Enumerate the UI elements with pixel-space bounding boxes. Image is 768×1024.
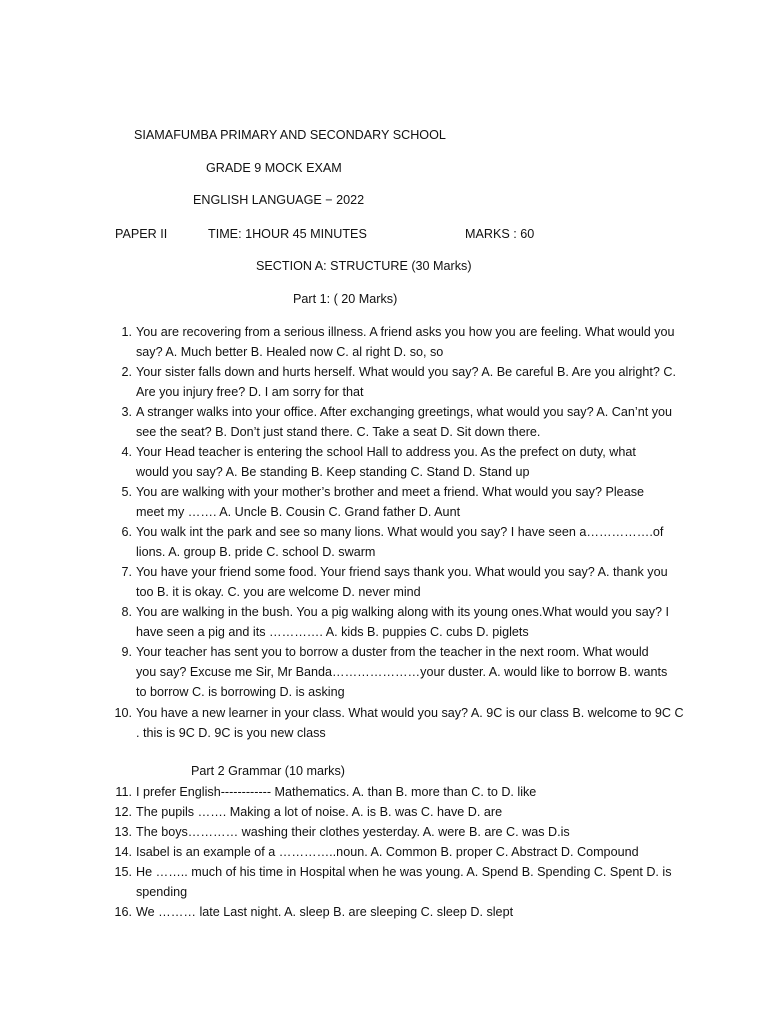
marks-label: MARKS : 60 [465,227,535,241]
question-text: Isabel is an example of a …………..noun. A. Common B. proper C. Abstract D. Compound [136,845,639,859]
question-text: Your teacher has sent you to borrow a duster from the teacher in the next room. What would you say? Excuse me Sir, Mr Banda…………………your duster. A. would like to borrow B. wants to borrow C. is borrowing D. is asking [136,645,668,699]
subject-title: ENGLISH LANGUAGE − 2022 [193,193,365,207]
question-text: You are walking with your mother’s brother and meet a friend. What would you say? Please meet my ……. A. Uncle B. Cousin C. Grand father D. Aunt [136,485,644,519]
question-text: The boys………… washing their clothes yesterday. A. were B. are C. was D.is [136,825,570,839]
question-number: 12. [114,805,132,819]
question-number: 14. [114,845,132,859]
question-number: 10. [114,706,132,720]
question-number: 3. [121,405,132,419]
question-number: 7. [121,565,132,579]
question-number: 2. [121,365,132,379]
question-number: 13. [114,825,132,839]
question-number: 6. [121,525,132,539]
question-text: I prefer English------------ Mathematics. A. than B. more than C. to D. like [136,785,537,799]
question-number: 9. [121,645,132,659]
question-number: 5. [121,485,132,499]
question-text: You walk int the park and see so many lions. What would you say? I have seen a…………….of lions. A. group B. pride C. school D. swarm [136,525,664,559]
question-text: You are walking in the bush. You a pig walking along with its young ones.What would you say? I have seen a pig and its …………. A. kids B. puppies C. cubs D. piglets [136,605,670,639]
question-number: 11. [115,785,132,799]
question-text: A stranger walks into your office. After exchanging greetings, what would you say? A. Can’nt you see the seat? B. Don’t just stand there. C. Take a seat D. Sit down there. [136,405,673,439]
question-text: Your Head teacher is entering the school Hall to address you. As the prefect on duty, what would you say? A. Be standing B. Keep standing C. Stand D. Stand up [136,445,636,479]
question-number: 1. [121,325,132,339]
question-number: 15. [114,865,132,879]
question-text: He …….. much of his time in Hospital when he was young. A. Spend B. Spending C. Spent D. is spending [136,865,672,899]
exam-title: GRADE 9 MOCK EXAM [206,161,342,175]
question-text: You are recovering from a serious illness. A friend asks you how you are feeling. What would you say? A. Much better B. Healed now C. al right D. so, so [136,325,675,359]
question-number: 16. [114,905,132,919]
question-text: The pupils ……. Making a lot of noise. A. is B. was C. have D. are [136,805,503,819]
question-number: 4. [121,445,132,459]
part2-heading: Part 2 Grammar (10 marks) [191,764,345,778]
question-number: 8. [121,605,132,619]
paper-label: PAPER II [115,227,168,241]
question-text: You have your friend some food. Your friend says thank you. What would you say? A. thank you too B. it is okay. C. you are welcome D. never mind [136,565,668,599]
question-text: Your sister falls down and hurts herself. What would you say? A. Be careful B. Are you alright? C. Are you injury free? D. I am sorry for that [136,365,676,399]
question-text: You have a new learner in your class. What would you say? A. 9C is our class B. welcome to 9C C . this is 9C D. 9C is you new class [136,706,684,740]
question-text: We ……… late Last night. A. sleep B. are sleeping C. sleep D. slept [136,905,514,919]
part1-heading: Part 1: ( 20 Marks) [293,292,398,306]
school-name: SIAMAFUMBA PRIMARY AND SECONDARY SCHOOL [134,128,446,142]
section-heading: SECTION A: STRUCTURE (30 Marks) [256,259,472,273]
time-label: TIME: 1HOUR 45 MINUTES [208,227,367,241]
